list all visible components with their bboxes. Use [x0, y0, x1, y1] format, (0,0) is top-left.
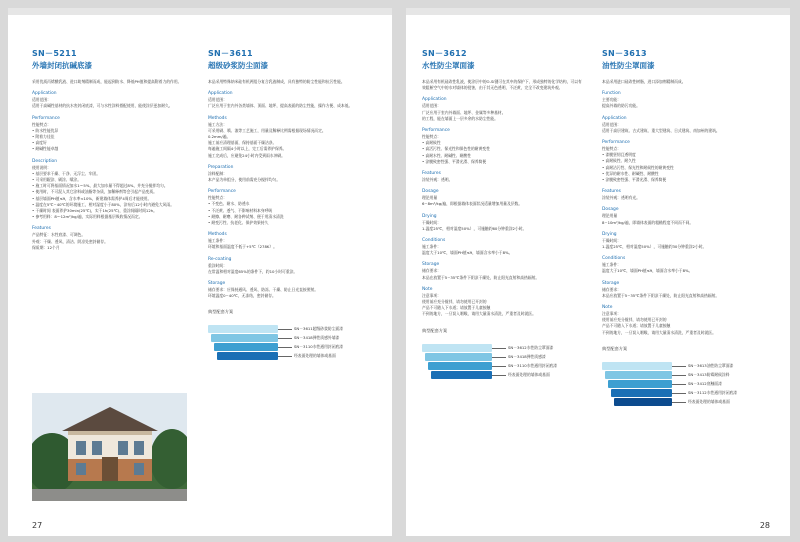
coating-layer	[214, 343, 278, 351]
section-line: 提高外墙的防污功能。	[602, 103, 640, 109]
right-page	[406, 8, 790, 536]
system-diagram-title: 典型配套方案	[208, 309, 234, 315]
section-body	[422, 177, 582, 183]
section-line: 储存要求：应保持通风、透风、防冻、干燥、防止日光直接照射。	[208, 287, 319, 293]
section-line: • 高耐候性	[422, 140, 441, 146]
section-heading: Note	[602, 305, 613, 311]
section-line: 适用范围：	[32, 97, 51, 103]
section-body	[422, 293, 582, 318]
section-heading: Performance	[208, 189, 236, 195]
section-body	[32, 97, 190, 109]
page-number: 27	[32, 521, 43, 530]
section-body	[32, 122, 190, 153]
section-body	[422, 220, 582, 232]
layer-label: 经表面处理的墙体或基面	[688, 398, 730, 404]
section-body	[602, 122, 772, 134]
product-intro: 本品采用有机硅改性乳液，使涂层中的O-Si键可在其中的保护下，形成独特的化学结构，可以有效阻断空气中的水对墙体的侵蚀，由于其无色透明，不泛黄，完全不改变建筑外观。	[422, 79, 582, 91]
layer-label: SN－3418弹性质感外墙漆	[294, 335, 340, 341]
section-heading: Performance	[32, 115, 60, 121]
section-line: 0.2mm/遍。	[208, 134, 231, 140]
section-body	[602, 213, 772, 225]
section-line: • 漆膜坚韧且透明度	[602, 152, 636, 158]
section-line: 储存要求：	[602, 286, 621, 292]
product-code: SN－3612	[422, 49, 467, 58]
section-line: 在常温和相对湿度65%的条件下，约10小时可重涂。	[208, 268, 298, 274]
section-body	[208, 195, 376, 226]
section-line: 使用前应充分搅拌，请勿使用已开封的	[602, 317, 667, 323]
section-line: 理论用量	[602, 213, 618, 219]
section-body	[208, 238, 376, 250]
section-line: • 基层要求干燥、干净、无浮尘、牢固。	[32, 170, 100, 176]
leader-line	[492, 375, 506, 376]
layer-label: SN－3413防霉耐候涂料	[688, 371, 730, 377]
layer-label: SN－3612水性防尘罩面漆	[508, 344, 554, 350]
left-page	[8, 8, 392, 536]
section-heading: Features	[602, 189, 621, 195]
section-line: • 可采用辊涂、刷涂、喷涂。	[32, 177, 82, 183]
section-body	[422, 103, 582, 122]
coating-layer	[608, 380, 672, 388]
layer-label: SN－3611超级砂浆防尘面漆	[294, 326, 344, 332]
section-line: • 基层墙面PH值≤9，含水率<10%，新建墙体需养护4周后才能使用。	[32, 195, 152, 201]
section-line: • 优异的耐水性、耐碱性、耐酸性	[602, 170, 659, 176]
section-body	[602, 97, 772, 109]
section-line: • 防水性能优异	[32, 127, 59, 133]
section-line: 干燥时间：	[602, 237, 621, 243]
product-intro: 本品采用进口硅改性树脂，进口添加剂精制而成。	[602, 79, 686, 84]
leader-line	[672, 375, 686, 376]
section-heading: Drying	[422, 213, 437, 219]
leader-line	[492, 357, 506, 358]
section-line: 注意事项：	[602, 311, 621, 317]
section-line: 涂装外观：透明有光。	[602, 195, 640, 201]
section-body	[32, 165, 190, 221]
section-line: 不到的地方，一旦误入咽喉，请用大量清水清洗，严重者及时就医。	[422, 311, 536, 317]
section-line: 1.温度25℃，相对湿度50%），可施触约30分钟重涂2小时。	[602, 244, 707, 250]
section-line: 施工条件：	[208, 238, 227, 244]
section-line: 可采用刷、喷、滚等工艺施工，用量及稀释比例需根据现场情况而定。	[208, 127, 326, 133]
section-line: • 施工时可将基面情况加水1～5%，最大加水量不得超过8%，并充分搅拌均匀。	[32, 183, 168, 189]
section-line: 的工程，能在墙面上一层多余的水防尘性能。	[422, 115, 498, 121]
section-line: 干燥时间：	[422, 219, 441, 225]
section-heading: Application	[602, 115, 627, 121]
section-line: 施工条件：	[602, 262, 621, 268]
leader-line	[672, 366, 686, 367]
section-line: 性能特点：	[208, 195, 227, 201]
leader-line	[492, 348, 506, 349]
section-heading: Conditions	[602, 256, 626, 262]
leader-line	[278, 329, 292, 330]
section-body	[602, 262, 772, 274]
section-heading: Preparation	[208, 164, 234, 170]
section-line: 广泛应用于室内外各类墙体、顶面、地坪，提高表面的防尘性能，操作方便、成本低。	[208, 103, 353, 109]
section-body	[208, 171, 376, 183]
section-line: 性能特点：	[602, 146, 621, 152]
leader-line	[492, 366, 506, 367]
leader-line	[278, 356, 292, 357]
section-heading: Function	[602, 91, 621, 97]
section-line: 施工前应清理基面，保持基面干燥洁净。	[208, 140, 277, 146]
section-line: • 不变色、耐水、防透水	[208, 201, 250, 207]
section-line: • 附着力佳佳	[32, 134, 55, 140]
section-line: 使用前应充分搅拌，请勿使用已开封的	[422, 299, 487, 305]
coating-layer	[428, 362, 492, 370]
section-line: 本品在放置于5~35℃条件下阴凉干燥处，防止阳光直射和高热辐射。	[422, 274, 540, 280]
section-line: • 耐变污性、抗老化、保护效果持久	[208, 220, 269, 226]
product-name: 水性防尘罩面漆	[422, 61, 475, 70]
section-line: 涂料配制：	[208, 170, 227, 176]
coating-layer	[605, 371, 672, 379]
section-body	[422, 244, 582, 256]
section-line: • 干燥时间 表面养护30min(25℃)，实干1h(25℃)，重涂间隔时间12h。	[32, 208, 157, 214]
section-heading: Re-coating	[208, 256, 232, 262]
section-line: • 参考用料：8～12m²/kg/遍，实际用料根据基层吸收情况而定。	[32, 214, 143, 220]
product-name: 外墙封闭抗碱底漆	[32, 61, 92, 70]
section-line: 保质期：12个月	[32, 244, 60, 250]
product-name: 超级砂浆防尘面漆	[208, 61, 268, 70]
product-intro: 本品采用特殊纳米硅有机两组分复合乳液制成，具有独特的防尘性能和抗污性能。	[208, 79, 345, 84]
section-line: 使用说明：	[32, 164, 51, 170]
section-line: 性能特点：	[32, 121, 51, 127]
section-line: 温度大于10℃，墙面PH值≤9，墙面含水率小于8%。	[602, 268, 693, 274]
section-heading: Dosage	[602, 207, 619, 213]
product-column	[32, 48, 190, 251]
coating-layer	[431, 371, 492, 379]
page-top-bar	[8, 8, 392, 15]
section-line: • 耐碱性能卓越	[32, 146, 59, 152]
section-line: • 涂膜致密性强、平滑光滑、保养简便	[422, 158, 487, 164]
section-line: 性能特点：	[422, 134, 441, 140]
page-number: 28	[759, 521, 770, 530]
layer-label: 经表面处理的墙体或基面	[508, 371, 550, 377]
section-line: 施工条件：	[422, 244, 441, 250]
section-line: 理论用量	[422, 195, 438, 201]
section-body	[422, 195, 582, 207]
layer-system-diagram	[602, 356, 772, 416]
coating-layer	[602, 362, 672, 370]
layer-label: SN－3418弹性质感漆	[508, 353, 546, 359]
coating-layer	[425, 353, 492, 361]
layer-label: 经表面处理的墙体或基面	[294, 353, 336, 359]
section-heading: Methods	[208, 232, 227, 238]
section-heading: Performance	[602, 140, 630, 146]
section-heading: Drying	[602, 231, 617, 237]
page-top-bar	[406, 8, 790, 15]
section-line: • 高耐候性、耐久性	[602, 158, 636, 164]
section-heading: Dosage	[422, 189, 439, 195]
product-intro: 采用优质丙烯酸乳液、进口助剂精制而成，能起到防水、降低PH值和提高附着力的作用。	[32, 79, 182, 84]
coating-layer	[614, 398, 672, 406]
system-diagram-title: 典型配套方案	[422, 327, 448, 333]
section-heading: Conditions	[422, 238, 446, 244]
section-line: 适用范围：	[208, 97, 227, 103]
leader-line	[672, 393, 686, 394]
product-column	[208, 48, 376, 379]
product-code: SN－3611	[208, 49, 253, 58]
section-line: 涂装外观：透明。	[422, 177, 453, 183]
section-line: 注意事项：	[422, 292, 441, 298]
spec-sections	[422, 97, 582, 317]
section-heading: Features	[422, 171, 441, 177]
coating-layer	[611, 389, 672, 397]
section-heading: Methods	[208, 115, 227, 121]
section-line: 产品不可随入下水道；请放置于儿童接触	[422, 305, 491, 311]
coating-layer	[422, 344, 492, 352]
coating-layer	[208, 325, 278, 333]
coating-layer	[217, 352, 278, 360]
section-heading: Application	[208, 91, 233, 97]
section-line: • 温度在5℃~40℃的环境施工，相对湿度小于80%，涂布后12小时内避免大风雨。	[32, 201, 174, 207]
section-body	[422, 268, 582, 280]
section-line: • 高耐水性、耐碱性、耐酸性	[422, 152, 472, 158]
section-heading: Application	[422, 97, 447, 103]
spec-sections	[32, 91, 190, 251]
section-line: • 使用时，不可混入其它涂料或油脂等杂质，加稀释剂等会引起产品变质。	[32, 189, 157, 195]
section-line: • 高活污性、保光性和保色性的耐黄变性	[422, 146, 490, 152]
system-diagram-title: 典型配套方案	[602, 345, 628, 351]
layer-label: SN－3110水性通用封闭底漆	[294, 344, 344, 350]
section-body	[208, 97, 376, 109]
section-heading: Storage	[208, 281, 226, 287]
coating-layer	[211, 334, 278, 342]
section-body	[208, 122, 376, 159]
spec-sections	[602, 91, 772, 336]
section-body	[602, 311, 772, 336]
section-line: 本产品为单组分，使用前需充分搅拌均匀。	[208, 177, 281, 183]
section-body	[422, 134, 582, 165]
section-line: • 涂膜致密性强、平滑光滑、保养简便	[602, 177, 667, 183]
section-heading: Storage	[422, 262, 440, 268]
section-heading: Storage	[602, 280, 620, 286]
section-line: 重涂时间：	[208, 262, 227, 268]
leader-line	[278, 347, 292, 348]
section-line: 8~10m²/kg/遍，即墙体表面的粗糙程度不同而不同。	[602, 219, 694, 225]
section-line: 储存要求：	[422, 268, 441, 274]
layer-system-diagram	[208, 319, 376, 379]
section-line: 适用范围：	[602, 121, 621, 127]
product-code: SN－5211	[32, 49, 77, 58]
leader-line	[672, 384, 686, 385]
section-heading: Features	[32, 226, 51, 232]
section-line: 环境和基面温度不低于+5℃（278K）。	[208, 244, 277, 250]
section-line: 适用于高层建筑、古式建筑、重大型建筑、日式建筑、南加州的建筑。	[602, 127, 720, 133]
section-heading: Application	[32, 91, 57, 97]
spec-sections	[208, 91, 376, 299]
section-line: • 高耐沾污性、保光性和耐候性的耐黄变性	[602, 164, 674, 170]
section-body	[602, 195, 772, 201]
building-photo	[32, 393, 187, 501]
section-line: 6~8m²/kg/遍，即根据墙体表面状况适量增加用量及层数。	[422, 201, 523, 207]
layer-label: SN－3112水性通用封闭底漆	[688, 389, 738, 395]
section-line: 每遍施工间隔4小时以上，完工后需养护保养。	[208, 146, 287, 152]
section-body	[208, 287, 376, 299]
leader-line	[278, 338, 292, 339]
leader-line	[672, 402, 686, 403]
section-line: 适用范围：	[422, 103, 441, 109]
layer-label: SN－3412底釉面漆	[688, 380, 722, 386]
section-body	[602, 287, 772, 299]
section-line: 外观：干燥、透风、清洁、阴凉处密封储存。	[32, 238, 108, 244]
section-line: 温度大于10℃，墙面PH值≤9，墙面含水率小于8%。	[422, 250, 513, 256]
section-line: 产品特征：水性底漆、可调色。	[32, 232, 86, 238]
section-heading: Description	[32, 158, 58, 164]
product-column	[602, 48, 772, 416]
section-line: • 不泛黄、透气、不影响材料本身呼吸	[208, 207, 273, 213]
layer-label: SN－3613油性防尘罩面漆	[688, 362, 734, 368]
section-line: 不到的地方，一旦误入咽喉，请用大量清水清洗，严重者及时就医。	[602, 329, 716, 335]
section-body	[602, 238, 772, 250]
section-heading: Performance	[422, 128, 450, 134]
section-line: 适用于高碱性基材的抗水害封闭底漆，可与水性涂料搭配使用，能使涂层更加耐久。	[32, 103, 173, 109]
product-name: 油性防尘罩面漆	[602, 61, 655, 70]
section-heading: Note	[422, 286, 433, 292]
section-line: • 高度好	[32, 140, 47, 146]
section-line: 施工方法：	[208, 121, 227, 127]
section-body	[602, 146, 772, 183]
section-line: 主要功能：	[602, 97, 621, 103]
layer-system-diagram	[422, 338, 582, 398]
section-line: 广泛应用于室内外墙面、地坪、金属等多种基材。	[422, 109, 506, 115]
layer-label: SN－3110水性通用封闭底漆	[508, 362, 558, 368]
section-line: 本品应放置于5~35℃条件下阴凉干燥处，防止阳光直射和高热辐射。	[602, 292, 720, 298]
section-line: 产品不可随入下水道；请放置于儿童接触	[602, 323, 671, 329]
section-line: 施工完成后，应避免24小时内受到雨水冲刷。	[208, 152, 285, 158]
section-line: • 耐擦、耐磨、耐各种试剂、便于用清水清洗	[208, 213, 284, 219]
section-body	[32, 232, 190, 251]
section-body	[208, 263, 376, 275]
product-code: SN－3613	[602, 49, 647, 58]
section-line: 1.温度25℃，相对湿度50%），可施触约60分钟重涂2小时。	[422, 225, 527, 231]
section-line: 环境温度0~40℃，无冻结，密封储存。	[208, 293, 276, 299]
product-column	[422, 48, 582, 398]
